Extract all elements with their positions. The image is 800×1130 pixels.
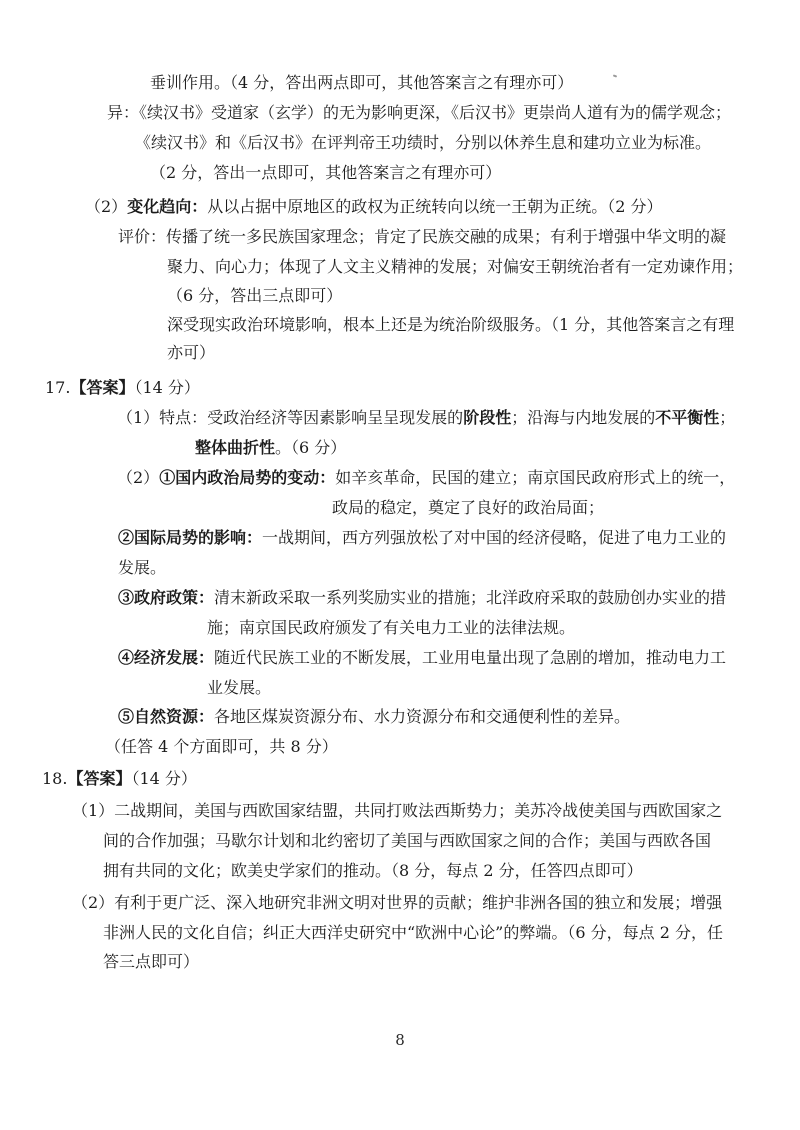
text-run: ③政府政策： (118, 588, 215, 607)
text-run: 不平衡性 (655, 408, 720, 427)
text-run: 18. (42, 769, 68, 788)
text-run: ①国内政治局势的变动： (159, 468, 336, 487)
answer-line (332, 496, 604, 520)
text-run: （2）有利于更广泛、深入地研究非洲文明对世界的贡献；维护非洲各国的独立和发展；增强 (72, 893, 723, 912)
text-run: 如辛亥革命，民国的建立；南京国民政府形式上的统一， (335, 468, 736, 487)
text-run: 阶段性 (463, 408, 512, 427)
answer-line (167, 313, 734, 337)
answer-line (45, 376, 200, 400)
text-run: （14 分） (134, 378, 200, 397)
answer-line (42, 767, 197, 791)
text-run: （1）二战期间，美国与西欧国家结盟，共同打败法西斯势力；美苏冷战使美国与西欧国家之 (72, 801, 723, 820)
answer-line (117, 466, 735, 490)
answer-line (167, 341, 215, 365)
text-run: 【答案】 (67, 769, 132, 788)
text-run: 从以占据中原地区的政权为正统转向以统一王朝为正统。（2 分） (207, 197, 663, 216)
answer-line (150, 71, 573, 95)
answer-line (85, 195, 662, 219)
answer-line (167, 255, 743, 279)
text-run: （6 分，答出三点即可） (167, 286, 343, 305)
answer-line (135, 131, 711, 155)
text-run: ； (719, 408, 736, 427)
text-run: 清末新政采取一系列奖励实业的措施；北洋政府采取的鼓励创办实业的措 (214, 588, 727, 607)
text-run: 拥有共同的文化；欧美史学家们的推动。（8 分，每点 2 分，任答四点即可） (103, 861, 643, 880)
text-run: 施；南京国民政府颁发了有关电力工业的法律法规。 (207, 618, 576, 637)
answer-line (207, 676, 271, 700)
text-run: （14 分） (131, 769, 197, 788)
text-run: 异：《续汉书》受道家（玄学）的无为影响更深，《后汉书》更崇尚人道有为的儒学观念； (107, 103, 732, 122)
text-run: （任答 4 个方面即可，共 8 分） (105, 737, 338, 756)
text-run: 答三点即可） (103, 952, 200, 971)
text-run: 随近代民族工业的不断发展，工业用电量出现了急剧的增加，推动电力工 (214, 648, 727, 667)
answer-line (195, 436, 346, 460)
text-run: 17. (45, 378, 71, 397)
text-run: 。（6 分） (275, 438, 347, 457)
text-run: 一战期间，西方列强放松了对中国的经济侵略，促进了电力工业的 (262, 528, 727, 547)
text-run: 变化趋向： (127, 197, 208, 216)
answer-line (103, 829, 711, 853)
answer-line (117, 406, 735, 430)
text-run: 《续汉书》和《后汉书》在评判帝王功绩时，分别以休养生息和建功立业为标准。 (135, 133, 712, 152)
text-run: 发展。 (118, 558, 167, 577)
text-run: 整体曲折性 (195, 438, 276, 457)
text-run: 垂训作用。（4 分，答出两点即可，其他答案言之有理亦可） (150, 73, 574, 92)
text-run: ；沿海与内地发展的 (511, 408, 656, 427)
answer-line (118, 225, 726, 249)
answer-line (118, 586, 726, 610)
answer-line (103, 950, 199, 974)
answer-line (105, 735, 338, 759)
answer-line (103, 921, 723, 945)
answer-line (72, 799, 722, 823)
text-run: 【答案】 (70, 378, 135, 397)
answer-line (167, 284, 342, 308)
text-run: 亦可） (167, 343, 216, 362)
text-run: 评价：传播了统一多民族国家理念；肯定了民族交融的成果；有利于增强中华文明的凝 (118, 227, 727, 246)
answer-line (103, 859, 643, 883)
text-run: 政局的稳定，奠定了良好的政治局面； (332, 498, 605, 517)
text-run: （2 分，答出一点即可，其他答案言之有理亦可） (150, 163, 502, 182)
text-run: ⑤自然资源： (118, 707, 215, 726)
answer-line (118, 526, 726, 550)
text-run: 非洲人民的文化自信；纠正大西洋史研究中“欧洲中心论”的弊端。（6 分，每点 2 分，任 (103, 923, 723, 942)
text-run: 间的合作加强；马歇尔计划和北约密切了美国与西欧国家之间的合作；美国与西欧各国 (103, 831, 712, 850)
answer-line (118, 556, 166, 580)
answer-line (72, 891, 722, 915)
text-run: （2） (117, 468, 160, 487)
scan-speck (613, 74, 617, 77)
answer-line (107, 101, 731, 125)
text-run: ②国际局势的影响： (118, 528, 263, 547)
answer-line (118, 646, 726, 670)
text-run: 深受现实政治环境影响，根本上还是为统治阶级服务。（1 分，其他答案言之有理 (167, 315, 735, 334)
answer-line (150, 161, 501, 185)
answer-line (118, 705, 630, 729)
text-run: ④经济发展： (118, 648, 215, 667)
answer-line (207, 616, 575, 640)
page-number: 8 (395, 1031, 405, 1049)
text-run: （2） (85, 197, 128, 216)
text-run: 各地区煤炭资源分布、水力资源分布和交通便利性的差异。 (214, 707, 631, 726)
text-run: 业发展。 (207, 678, 272, 697)
text-run: （1）特点：受政治经济等因素影响呈呈现发展的 (117, 408, 464, 427)
text-run: 聚力、向心力；体现了人文主义精神的发展；对偏安王朝统治者有一定劝谏作用； (167, 257, 744, 276)
